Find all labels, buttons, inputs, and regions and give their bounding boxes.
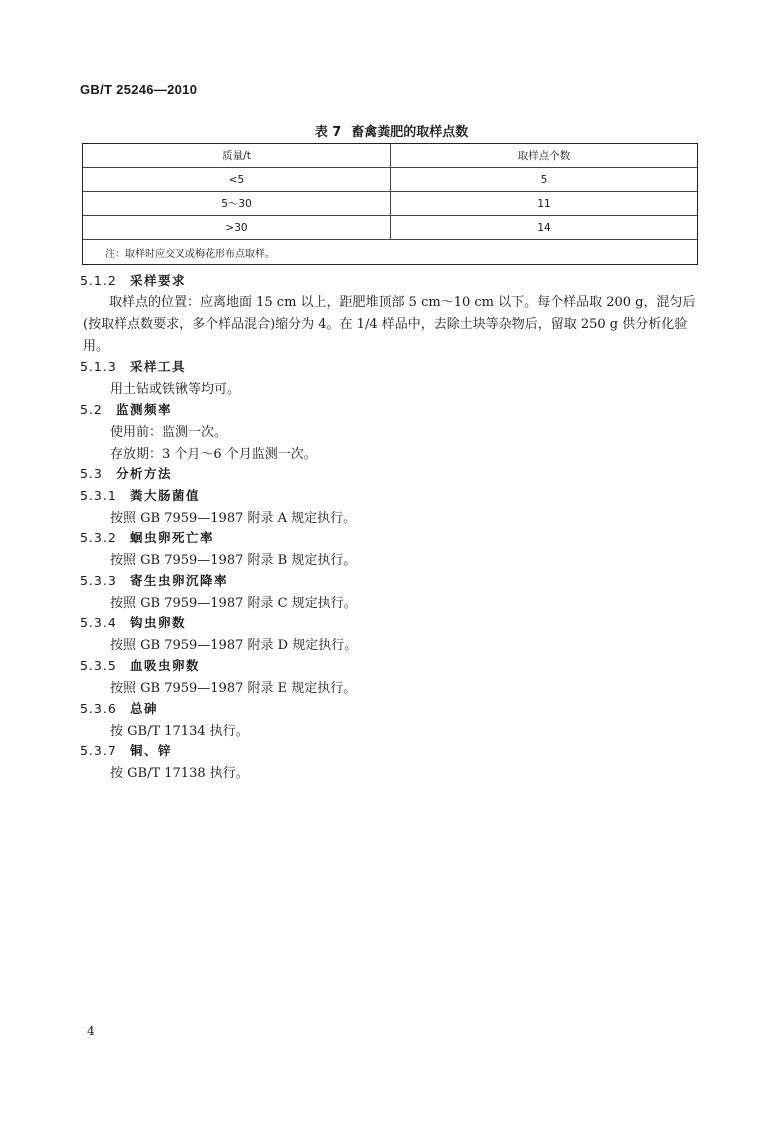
section-title: 钩虫卵数	[130, 615, 187, 630]
section-number: 5.2	[80, 402, 103, 417]
sampling-requirements-paragraph	[83, 292, 703, 358]
method-text: 按照 GB 7959—1987 附录 D 规定执行。	[110, 638, 358, 653]
section-heading-5-3-2	[80, 528, 214, 546]
section-heading-5-3-6	[80, 699, 158, 717]
section-number: 5.3.5	[80, 658, 117, 673]
section-number: 5.1.3	[80, 359, 117, 374]
table-caption-number: 表 7	[314, 125, 342, 140]
table-cell-points: 11	[537, 197, 551, 210]
section-heading-5-2	[80, 400, 172, 418]
sampling-points-table	[82, 143, 698, 265]
section-title: 血吸虫卵数	[130, 658, 201, 673]
section-title: 粪大肠菌值	[130, 488, 201, 503]
section-heading-5-3-7	[80, 741, 172, 759]
table-row	[83, 192, 697, 216]
section-heading-5-3-4	[80, 613, 186, 631]
table-header-points: 取样点个数	[517, 150, 571, 162]
section-number: 5.3	[80, 466, 103, 481]
section-title: 寄生虫卵沉降率	[130, 573, 229, 588]
section-title: 蛔虫卵死亡率	[130, 530, 215, 545]
paragraph-text: 取样点的位置：应离地面 15 cm 以上，距肥堆顶部 5 cm～10 cm 以下。每个样品取 200 g，混匀后(按取样点数要求，多个样品混合)缩分为 4。在 1/4 样品中，去除土块等杂物后，留取 250 g 供分析化验用。	[83, 295, 696, 354]
method-text: 按 GB/T 17134 执行。	[110, 724, 249, 739]
section-heading-5-3	[80, 464, 172, 482]
table-header-row	[83, 144, 697, 168]
table-cell-mass: <5	[83, 168, 391, 191]
section-number: 5.3.3	[80, 573, 117, 588]
table-cell-points: 14	[537, 221, 551, 234]
section-title: 总砷	[130, 701, 159, 716]
section-heading-5-3-1	[80, 486, 200, 504]
table-row	[83, 168, 697, 192]
section-heading-5-3-3	[80, 571, 228, 589]
table-cell-points: 5	[540, 173, 548, 186]
section-heading-5-3-5	[80, 656, 200, 674]
section-title: 监测频率	[116, 402, 173, 417]
table-note: 注：取样时应交叉或梅花形布点取样。	[105, 248, 275, 260]
method-text: 按照 GB 7959—1987 附录 B 规定执行。	[110, 553, 357, 568]
section-heading-5-1-3	[80, 357, 186, 375]
method-text: 按照 GB 7959—1987 附录 C 规定执行。	[110, 596, 357, 611]
section-number: 5.3.4	[80, 615, 117, 630]
frequency-before-use-text: 使用前：监测一次。	[110, 425, 228, 440]
section-number: 5.3.2	[80, 530, 117, 545]
page-number: 4	[87, 1024, 95, 1038]
sampling-tools-text: 用土钻或铁锹等均可。	[110, 382, 241, 397]
section-title: 分析方法	[116, 466, 173, 481]
method-text: 按照 GB 7959—1987 附录 E 规定执行。	[110, 681, 357, 696]
table-header-mass: 质量/t	[83, 144, 391, 167]
table-caption-title: 畜禽粪肥的取样点数	[351, 125, 469, 140]
section-number: 5.3.6	[80, 701, 117, 716]
section-title: 采样工具	[130, 359, 187, 374]
frequency-storage-text: 存放期：3 个月～6 个月监测一次。	[110, 447, 317, 462]
table-cell-mass: 5～30	[83, 192, 391, 215]
section-title: 铜、锌	[130, 743, 173, 758]
section-heading-5-1-2	[80, 271, 186, 289]
method-text: 按 GB/T 17138 执行。	[110, 766, 249, 781]
method-text: 按照 GB 7959—1987 附录 A 规定执行。	[110, 511, 357, 526]
table-caption	[0, 121, 783, 140]
standard-code: GB/T 25246—2010	[80, 82, 198, 97]
section-number: 5.3.1	[80, 488, 117, 503]
section-title: 采样要求	[130, 273, 187, 288]
table-row	[83, 216, 697, 240]
section-number: 5.1.2	[80, 273, 117, 288]
section-number: 5.3.7	[80, 743, 117, 758]
table-cell-mass: >30	[83, 216, 391, 239]
